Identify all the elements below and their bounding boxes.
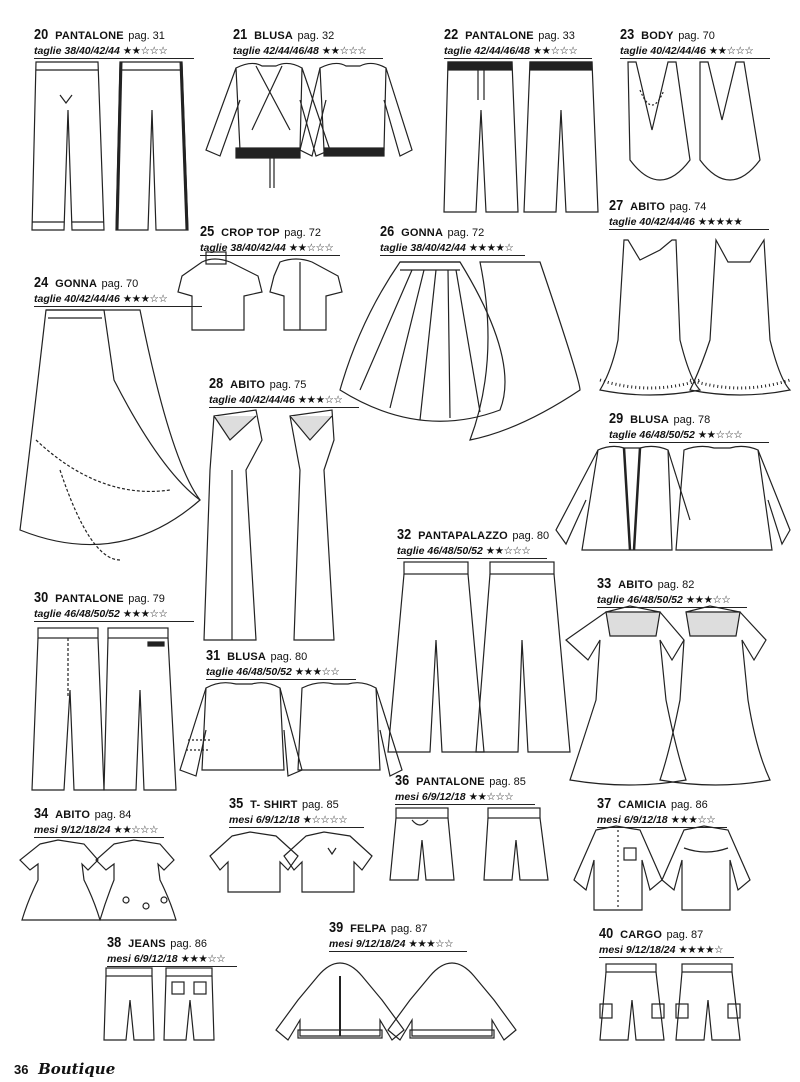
sketch-jeans-38 — [104, 968, 214, 1040]
sketch-blusa-31 — [180, 683, 402, 776]
item-33: 33 ABITO pag. 82 taglie 46/48/50/52 ★★★☆☆ — [597, 576, 747, 608]
sketch-crop-top-25 — [178, 252, 342, 330]
sketch-pantalone-20 — [32, 62, 188, 230]
item-37: 37 CAMICIA pag. 86 mesi 6/9/12/18 ★★★☆☆ — [597, 796, 727, 828]
sketch-blusa-29 — [556, 446, 790, 550]
page-number: 36 — [14, 1062, 29, 1077]
item-23: 23 BODY pag. 70 taglie 40/42/44/46 ★★☆☆☆ — [620, 27, 770, 59]
brand-name: Boutique — [38, 1060, 116, 1078]
sketch-abito-34 — [20, 840, 176, 920]
sketch-abito-27 — [600, 240, 790, 395]
sketch-t-shirt-35 — [210, 832, 372, 892]
sketch-pantapalazzo-32 — [388, 562, 570, 752]
sketch-cargo-40 — [600, 964, 740, 1040]
sketch-blusa-21 — [206, 63, 412, 188]
item-25: 25 CROP TOP pag. 72 taglie 38/40/42/44 ★★☆☆☆ — [200, 224, 340, 256]
item-38: 38 JEANS pag. 86 mesi 6/9/12/18 ★★★☆☆ — [107, 935, 237, 967]
item-29: 29 BLUSA pag. 78 taglie 46/48/50/52 ★★☆☆☆ — [609, 411, 769, 443]
sketch-abito-28 — [204, 410, 334, 640]
sketch-camicia-37 — [574, 826, 750, 910]
item-40: 40 CARGO pag. 87 mesi 9/12/18/24 ★★★★☆ — [599, 926, 734, 958]
item-36: 36 PANTALONE pag. 85 mesi 6/9/12/18 ★★☆☆☆ — [395, 773, 535, 805]
item-26: 26 GONNA pag. 72 taglie 38/40/42/44 ★★★★☆ — [380, 224, 525, 256]
item-35: 35 T- SHIRT pag. 85 mesi 6/9/12/18 ★☆☆☆☆ — [229, 796, 364, 828]
item-24: 24 GONNA pag. 70 taglie 40/42/44/46 ★★★☆☆ — [34, 275, 202, 307]
sketch-pantalone-22 — [444, 62, 598, 212]
item-31: 31 BLUSA pag. 80 taglie 46/48/50/52 ★★★☆☆ — [206, 648, 356, 680]
item-20: 20 PANTALONE pag. 31 taglie 38/40/42/44 ★★☆☆☆ — [34, 27, 194, 59]
item-30: 30 PANTALONE pag. 79 taglie 46/48/50/52 ★★★☆☆ — [34, 590, 194, 622]
sketch-body-23 — [628, 62, 760, 180]
item-27: 27 ABITO pag. 74 taglie 40/42/44/46 ★★★★★ — [609, 198, 769, 230]
page-footer — [14, 1060, 115, 1078]
item-21: 21 BLUSA pag. 32 taglie 42/44/46/48 ★★☆☆☆ — [233, 27, 383, 59]
item-39: 39 FELPA pag. 87 mesi 9/12/18/24 ★★★☆☆ — [329, 920, 467, 952]
sketch-pantalone-36 — [390, 808, 548, 880]
sketch-felpa-39 — [276, 963, 516, 1040]
sketch-gonna-26 — [340, 262, 580, 440]
item-34: 34 ABITO pag. 84 mesi 9/12/18/24 ★★☆☆☆ — [34, 806, 164, 838]
sketch-pantalone-30 — [32, 628, 176, 790]
item-22: 22 PANTALONE pag. 33 taglie 42/44/46/48 ★★☆☆☆ — [444, 27, 592, 59]
item-28: 28 ABITO pag. 75 taglie 40/42/44/46 ★★★☆☆ — [209, 376, 359, 408]
item-32: 32 PANTAPALAZZO pag. 80 taglie 46/48/50/52 ★★☆☆☆ — [397, 526, 550, 557]
sketch-abito-33 — [566, 606, 770, 785]
sketch-gonna-24 — [20, 310, 200, 560]
